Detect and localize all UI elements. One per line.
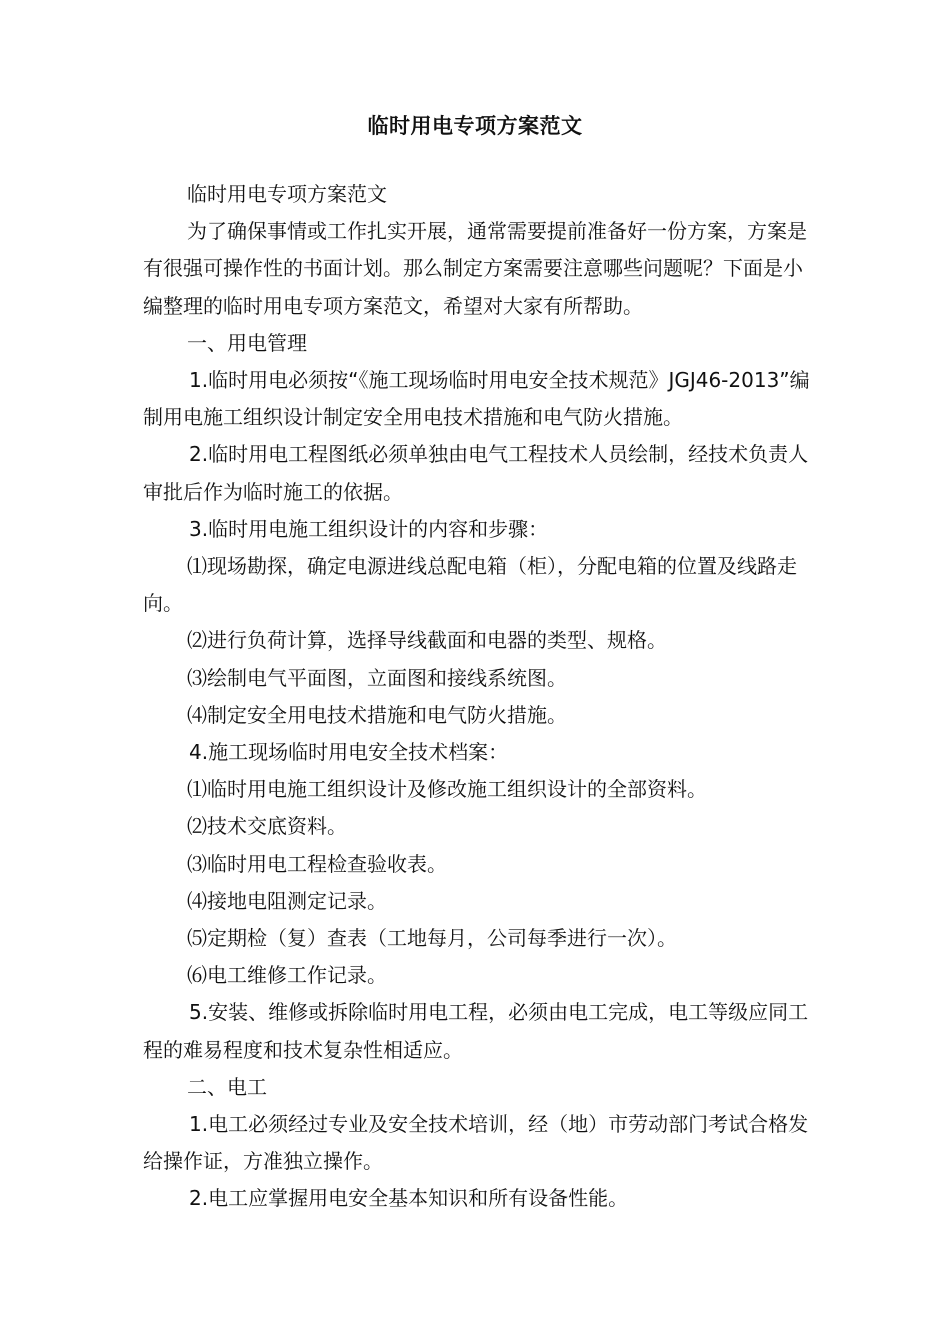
list-item: 4.施工现场临时用电安全技术档案： xyxy=(189,740,509,765)
paragraph-intro: 为了确保事情或工作扎实开展，通常需要提前准备好一份方案，方案是有很强可操作性的书面计划。那么制定方案需要注意哪些问题呢？下面是小编整理的临时用电专项方案范文，希望对大家有所帮助。 xyxy=(143,219,807,318)
sub-list-item: ⑸定期检（复）查表（工地每月，公司每季进行一次）。 xyxy=(187,926,677,951)
sub-list-item: ⑴临时用电施工组织设计及修改施工组织设计的全部资料。 xyxy=(187,777,707,802)
list-item: 1.临时用电必须按“《施工现场临时用电安全技术规范》JGJ46-2013”编制用电施工组织设计制定安全用电技术措施和电气防火措施。 xyxy=(143,368,810,430)
list-item: 1.电工必须经过专业及安全技术培训，经（地）市劳动部门考试合格发给操作证，方准独立操作。 xyxy=(143,1112,809,1174)
document-title: 临时用电专项方案范文 xyxy=(367,114,583,138)
sub-list-item: ⑶临时用电工程检查验收表。 xyxy=(187,851,447,876)
sub-list-item: ⑵进行负荷计算，选择导线截面和电器的类型、规格。 xyxy=(187,628,667,653)
section-heading-power-management: 一、用电管理 xyxy=(187,330,307,355)
paragraph-subtitle: 临时用电专项方案范文 xyxy=(187,182,387,206)
list-item: 3.临时用电施工组织设计的内容和步骤： xyxy=(189,516,549,541)
list-item: 2.临时用电工程图纸必须单独由电气工程技术人员绘制，经技术负责人审批后作为临时施工的依据。 xyxy=(143,442,809,504)
sub-list-item: ⑷接地电阻测定记录。 xyxy=(187,888,387,913)
sub-list-item: ⑵技术交底资料。 xyxy=(187,814,347,839)
document-body xyxy=(143,176,811,1218)
sub-list-item: ⑶绘制电气平面图，立面图和接线系统图。 xyxy=(187,665,567,690)
sub-list-item: ⑴现场勘探，确定电源进线总配电箱（柜），分配电箱的位置及线路走向。 xyxy=(143,554,797,616)
sub-list-item: ⑹电工维修工作记录。 xyxy=(187,963,387,988)
list-item: 2.电工应掌握用电安全基本知识和所有设备性能。 xyxy=(189,1186,629,1211)
list-item: 5.安装、维修或拆除临时用电工程，必须由电工完成，电工等级应同工程的难易程度和技术复杂性相适应。 xyxy=(143,1000,809,1062)
sub-list-item: ⑷制定安全用电技术措施和电气防火措施。 xyxy=(187,702,567,727)
section-heading-electrician: 二、电工 xyxy=(187,1074,267,1099)
